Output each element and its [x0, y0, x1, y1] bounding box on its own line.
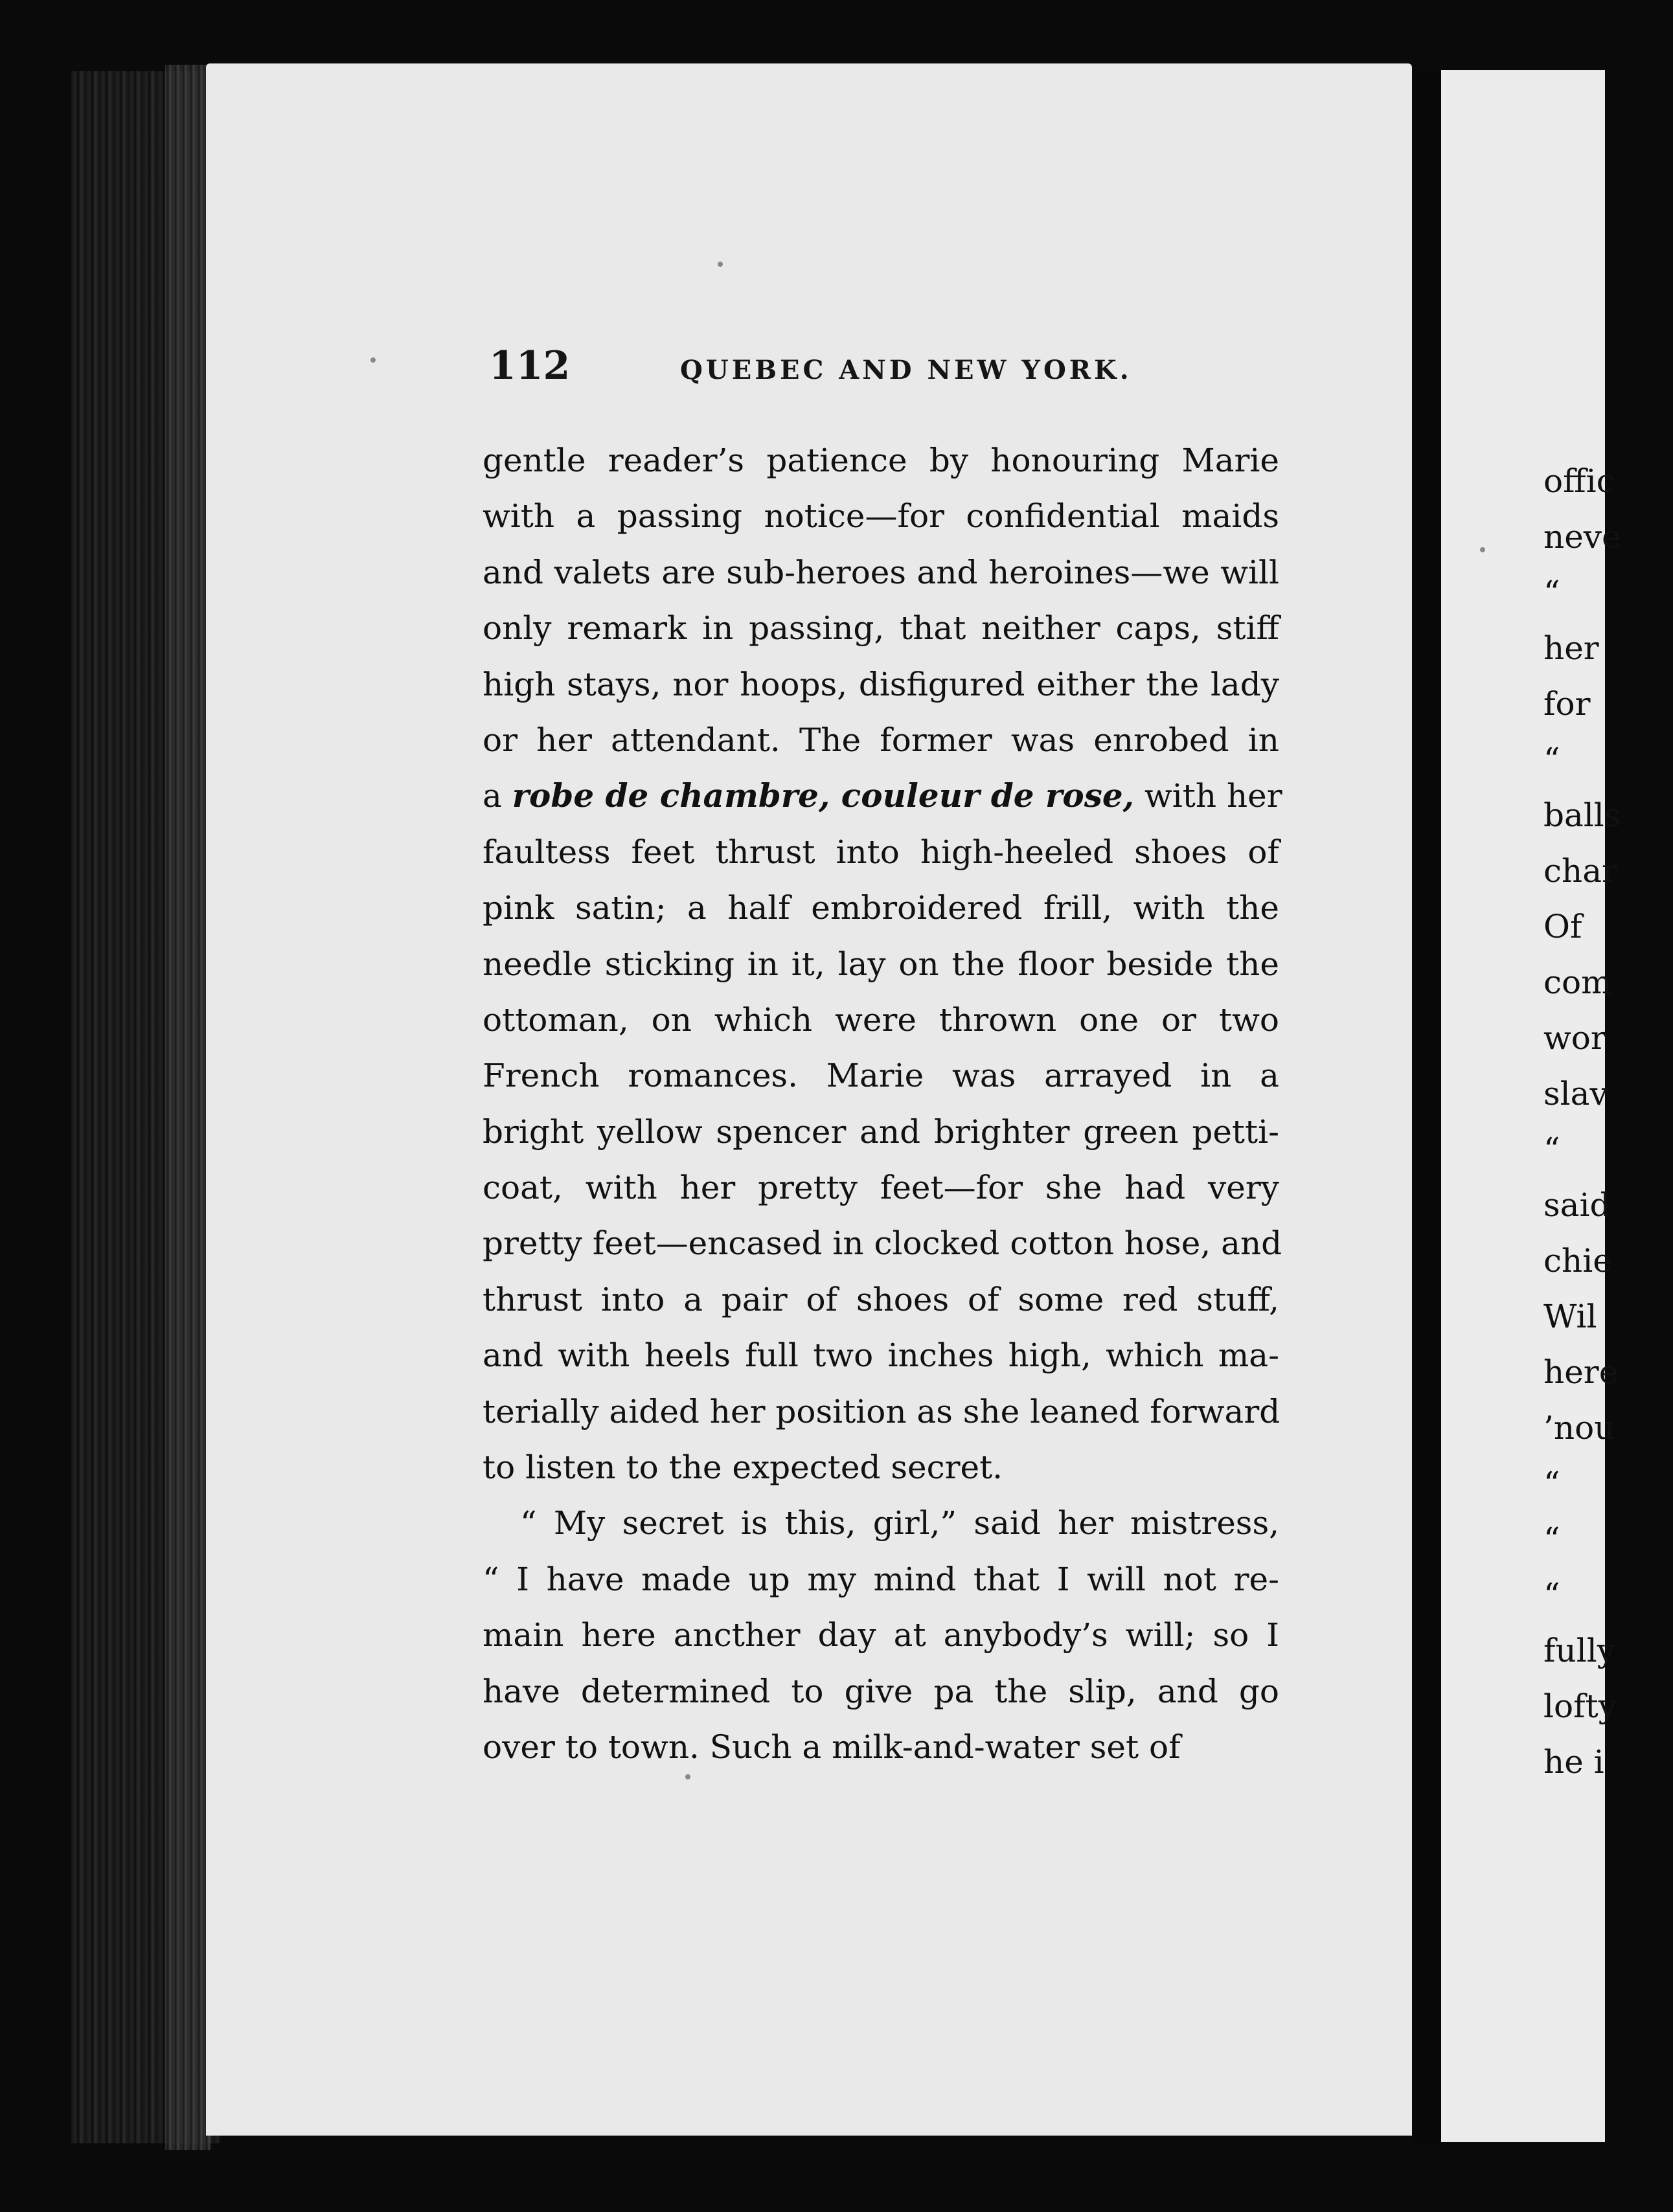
- facing-text-line: balls: [1543, 796, 1621, 834]
- facing-text-line: her: [1543, 629, 1599, 667]
- facing-text-line: fully: [1543, 1632, 1615, 1669]
- text-line: only remark in passing, that neither caps, stiff: [483, 609, 1279, 648]
- facing-text-line: chie: [1543, 1242, 1612, 1280]
- text-line: coat, with her pretty feet—for she had very: [483, 1169, 1279, 1207]
- facing-text-line: “: [1543, 1131, 1560, 1168]
- text-line: have determined to give pa the slip, and go: [483, 1672, 1279, 1710]
- text-line: high stays, nor hoops, disfigured either the lady: [483, 665, 1279, 703]
- text-line: main here ancther day at anybody’s will; so I: [483, 1616, 1279, 1654]
- facing-text-line: “: [1543, 741, 1560, 778]
- text-line: a robe de chambre, couleur de rose, with her: [483, 776, 1282, 815]
- facing-text-line: “: [1543, 1576, 1560, 1614]
- facing-text-line: lofty: [1543, 1687, 1617, 1725]
- facing-text-line: ’nou: [1543, 1409, 1615, 1447]
- facing-text-line: here: [1543, 1353, 1619, 1391]
- text-line: bright yellow spencer and brighter green petti-: [483, 1112, 1279, 1151]
- facing-text-line: Wil: [1543, 1298, 1597, 1335]
- text-line: gentle reader’s patience by honouring Marie: [483, 442, 1279, 479]
- text-line: needle sticking in it, lay on the floor beside the: [483, 945, 1279, 983]
- facing-text-line: “: [1543, 1465, 1560, 1502]
- text-line: and with heels full two inches high, which ma-: [483, 1337, 1279, 1375]
- text-line: and valets are sub-heroes and heroines—we will: [483, 553, 1279, 591]
- running-head: [489, 343, 1169, 395]
- text-line: or her attendant. The former was enrobed in: [483, 721, 1279, 759]
- running-title: QUEBEC AND NEW YORK.: [680, 355, 1132, 385]
- facing-text-line: said: [1543, 1186, 1611, 1224]
- text-line: faultess feet thrust into high-heeled shoes of: [483, 833, 1279, 871]
- text-line: thrust into a pair of shoes of some red stuff,: [483, 1280, 1279, 1318]
- facing-text-line: slav: [1543, 1075, 1608, 1112]
- facing-text-line: wor: [1543, 1019, 1606, 1057]
- paper-speck: [370, 357, 376, 363]
- gutter-shadow: [1412, 71, 1441, 2143]
- text-line: to listen to the expected secret.: [483, 1449, 1003, 1487]
- text-line: pretty feet—encased in clocked cotton hose, and: [483, 1224, 1282, 1263]
- paper-speck: [685, 1774, 690, 1779]
- text-line: with a passing notice—for confidential maids: [483, 497, 1279, 536]
- book-page-edges-inner: [165, 65, 211, 2150]
- text-line: over to town. Such a milk-and-water set of: [483, 1728, 1181, 1766]
- text-line: pink satin; a half embroidered frill, with the: [483, 889, 1279, 927]
- body-text: [483, 433, 1282, 1775]
- facing-text-line: offic: [1543, 462, 1615, 500]
- facing-text-line: “: [1543, 574, 1560, 611]
- facing-text-line: he i: [1543, 1743, 1604, 1781]
- facing-text-line: “: [1543, 1520, 1560, 1558]
- text-line: French romances. Marie was arrayed in a: [483, 1057, 1279, 1095]
- facing-text-line: char: [1543, 852, 1617, 890]
- page-number: 112: [489, 343, 571, 389]
- facing-text-line: neve: [1543, 518, 1621, 556]
- italic-phrase: robe de chambre, couleur de rose,: [512, 776, 1135, 815]
- paper-speck: [718, 262, 723, 267]
- text-line: ottoman, on which were thrown one or two: [483, 1000, 1279, 1039]
- facing-text-line: for: [1543, 685, 1591, 723]
- text-line: “ My secret is this, girl,” said her mistress,: [520, 1504, 1279, 1542]
- text-line: terially aided her position as she leaned forward: [483, 1392, 1280, 1430]
- facing-text-line: com: [1543, 964, 1612, 1001]
- facing-page-text: [1543, 453, 1673, 1790]
- text-line: “ I have made up my mind that I will not re-: [483, 1560, 1279, 1598]
- facing-text-line: Of: [1543, 908, 1582, 945]
- paper-speck: [1480, 547, 1485, 552]
